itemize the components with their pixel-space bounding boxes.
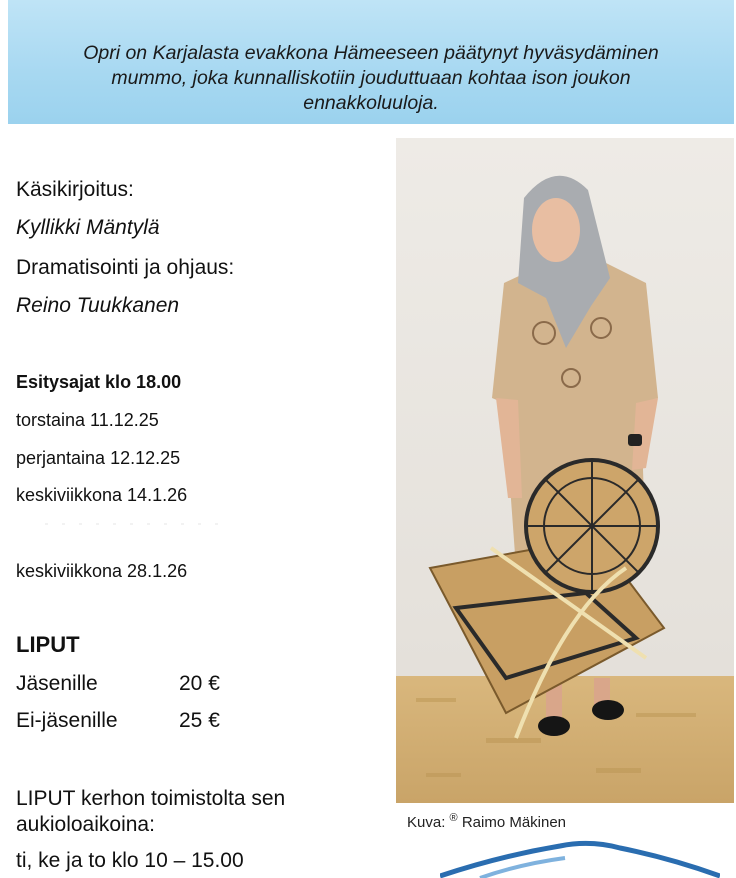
schedule-date: keskiviikkona 28.1.26 [16, 561, 188, 581]
intro-line-3: ennakkoluuloja. [303, 92, 439, 114]
ticket-info-line-1: LIPUT kerhon toimistolta sen [16, 787, 286, 810]
faint-smudge [40, 520, 230, 528]
director-name: Reino Tuukkanen [16, 294, 180, 317]
script-author: Kyllikki Mäntylä [16, 216, 160, 239]
schedule-date: perjantaina 12.12.25 [16, 448, 181, 468]
photographer-name: Raimo Mäkinen [461, 814, 567, 831]
schedule-date: torstaina 11.12.25 [16, 410, 159, 430]
ticket-price: 20 € [179, 672, 220, 695]
intro-line-2: mummo, joka kunnalliskotiin jouduttuaan kohtaa ison joukon [111, 67, 631, 89]
ticket-price: 25 € [179, 709, 220, 732]
intro-banner [8, 0, 734, 124]
mountain-logo-icon [440, 836, 720, 878]
caption-symbol: ® [449, 812, 458, 824]
ticket-info-line-2: aukioloaikoina: [16, 813, 155, 836]
schedule-heading: Esitysajat klo 18.00 [16, 372, 182, 392]
caption-prefix: Kuva: [407, 814, 446, 831]
photo-caption [407, 812, 566, 831]
performer-photo [396, 138, 734, 803]
tickets-heading: LIPUT [16, 632, 80, 657]
ticket-row-members [16, 672, 220, 696]
intro-line-1: Opri on Karjalasta evakkona Hämeeseen päätynyt hyväsydäminen [83, 42, 659, 64]
direction-label: Dramatisointi ja ohjaus: [16, 256, 235, 279]
script-label: Käsikirjoitus: [16, 178, 134, 201]
schedule-date: keskiviikkona 14.1.26 [16, 485, 188, 505]
ticket-label: Jäsenille [16, 672, 98, 695]
ticket-row-nonmembers [16, 709, 220, 733]
office-hours: ti, ke ja to klo 10 – 15.00 [16, 849, 244, 872]
ticket-label: Ei-jäsenille [16, 709, 118, 732]
